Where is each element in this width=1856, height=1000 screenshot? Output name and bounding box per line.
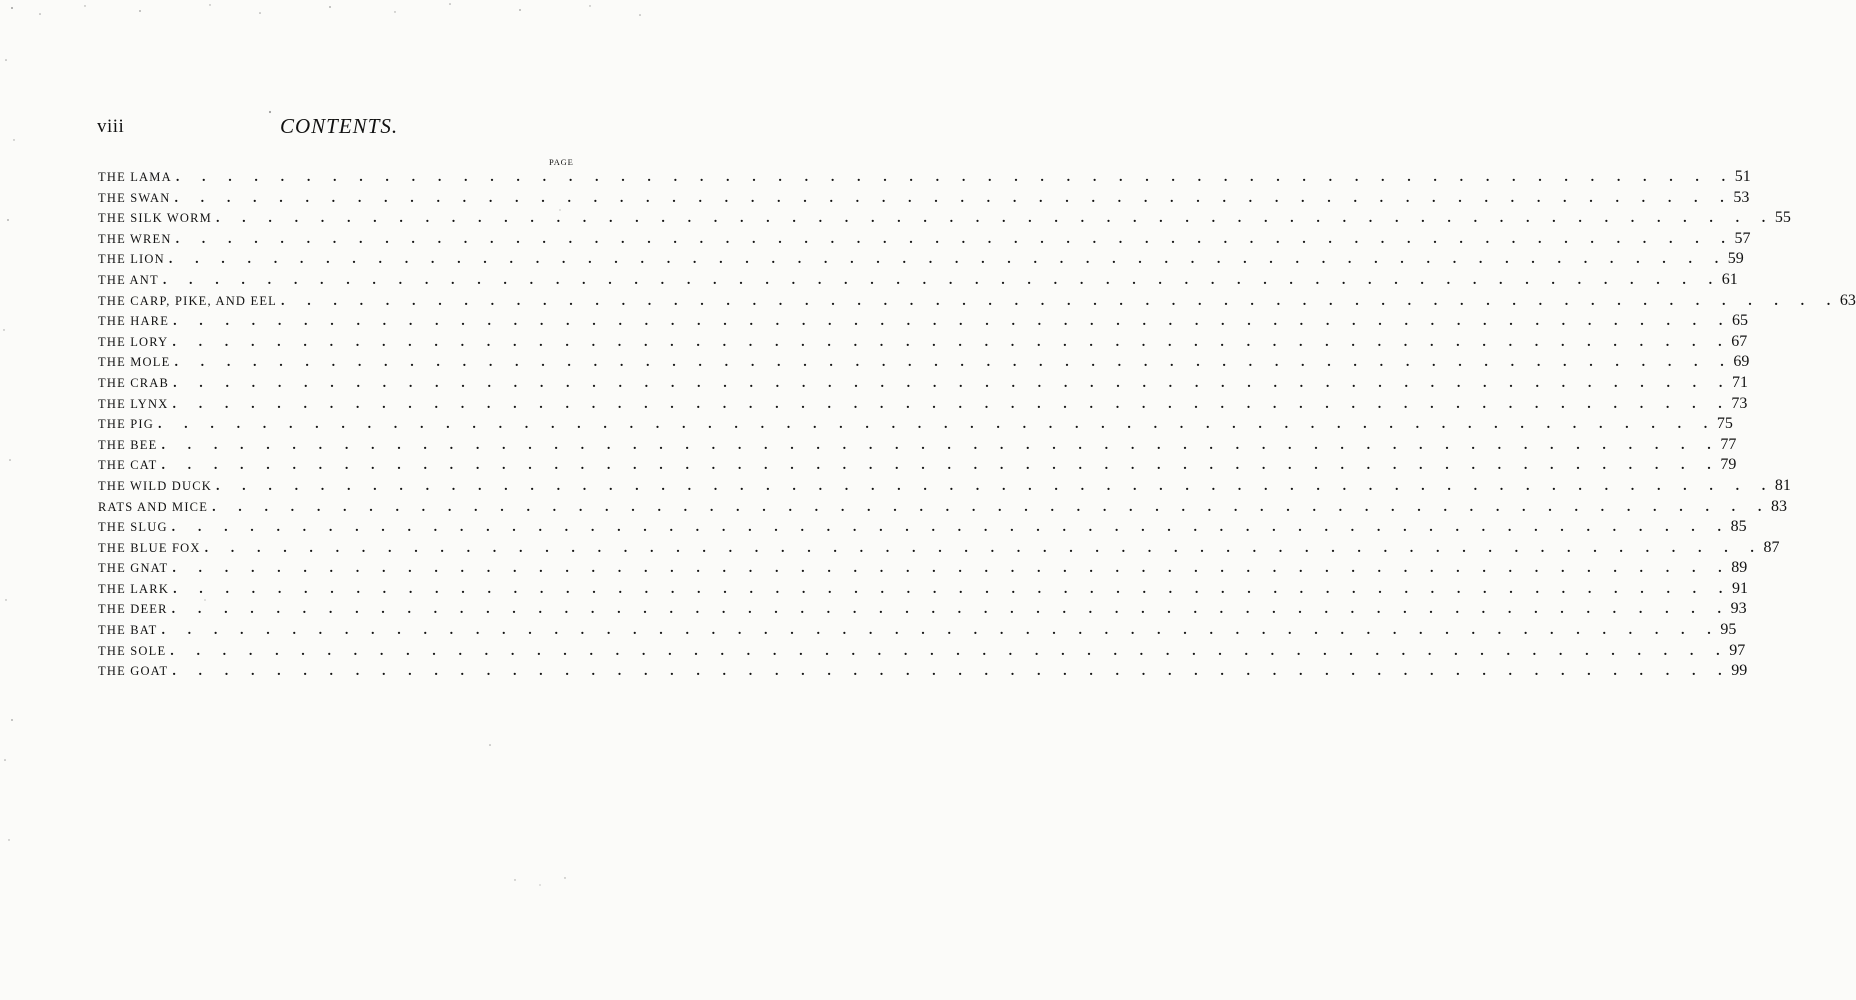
dot-leader: . . . . . . . . . . . . . . . . . . . . . . . . . . . . . . . . . . . . . . . . . . . . . . . . . . . . . . . . . . . . (173, 581, 1732, 597)
toc-entry-page: 95 (1720, 621, 1737, 639)
toc-entry-title: THE SLUG (98, 520, 168, 535)
toc-entry-page: 61 (1721, 270, 1738, 288)
toc-entry-page: 63 (1839, 291, 1856, 309)
toc-entry-title: THE LAMA (98, 170, 172, 184)
toc-entry (98, 291, 1856, 313)
toc-entry (98, 209, 1791, 230)
dot-leader: . . . . . . . . . . . . . . . . . . . . . . . . . . . . . . . . . . . . . . . . . . . . . . . . . . . . . . . . . . . . (212, 499, 1771, 515)
toc-entry-page: 53 (1733, 188, 1750, 206)
toc-entry-page: 91 (1731, 579, 1748, 597)
dot-leader: . . . . . . . . . . . . . . . . . . . . . . . . . . . . . . . . . . . . . . . . . . . . . . . . . . . . . . . . . . . . (172, 396, 1732, 412)
toc-entry-page: 57 (1734, 229, 1751, 247)
dot-leader: . . . . . . . . . . . . . . . . . . . . . . . . . . . . . . . . . . . . . . . . . . . . . . . . . . . . . . . . . . . . (172, 334, 1732, 350)
dot-leader: . . . . . . . . . . . . . . . . . . . . . . . . . . . . . . . . . . . . . . . . . . . . . . . . . . . . . . . . . . . . (173, 375, 1732, 391)
dot-leader: . . . . . . . . . . . . . . . . . . . . . . . . . . . . . . . . . . . . . . . . . . . . . . . . . . . . . . . . . . . . (161, 458, 1721, 474)
toc-entry (98, 641, 1746, 663)
toc-entry-page: 81 (1774, 476, 1791, 494)
dot-leader: . . . . . . . . . . . . . . . . . . . . . . . . . . . . . . . . . . . . . . . . . . . . . . . . . . . . . . . . . . . . (174, 190, 1734, 206)
dot-leader: . . . . . . . . . . . . . . . . . . . . . . . . . . . . . . . . . . . . . . . . . . . . . . . . . . . . . . . . . . . . (204, 540, 1764, 556)
toc-entry (98, 332, 1748, 354)
toc-entry-title: THE GOAT (98, 664, 169, 679)
toc-entry (98, 497, 1787, 519)
dot-leader: . . . . . . . . . . . . . . . . . . . . . . . . . . . . . . . . . . . . . . . . . . . . . . . . . . . . . . . . . . . . (175, 170, 1735, 185)
toc-entry-title: THE SILK WORM (98, 211, 212, 226)
toc-entry-page: 77 (1720, 435, 1737, 453)
toc-entry (98, 621, 1737, 642)
toc-entry (98, 579, 1748, 601)
toc-entry-page: 67 (1731, 332, 1748, 350)
toc-entry-title: THE DEER (98, 602, 168, 617)
toc-entry-title: THE BAT (98, 623, 158, 638)
toc-entry-title: THE CARP, PIKE, AND EEL (98, 293, 277, 308)
dot-leader: . . . . . . . . . . . . . . . . . . . . . . . . . . . . . . . . . . . . . . . . . . . . . . . . . . . . . . . . . . . . (172, 561, 1732, 577)
dot-leader: . . . . . . . . . . . . . . . . . . . . . . . . . . . . . . . . . . . . . . . . . . . . . . . . . . . . . . . . . . . . (171, 602, 1731, 618)
toc-entry-page: 93 (1730, 600, 1747, 618)
toc-entry-page: 83 (1770, 497, 1787, 515)
dot-leader: . . . . . . . . . . . . . . . . . . . . . . . . . . . . . . . . . . . . . . . . . . . . . . . . . . . . . . . . . . . . (170, 643, 1730, 659)
toc-entry-page: 73 (1731, 394, 1748, 412)
toc-entry (98, 538, 1780, 560)
dot-leader: . . . . . . . . . . . . . . . . . . . . . . . . . . . . . . . . . . . . . . . . . . . . . . . . . . . . . . . . . . . . (173, 314, 1732, 330)
toc-entry-title: RATS AND MICE (98, 499, 209, 514)
dot-leader: . . . . . . . . . . . . . . . . . . . . . . . . . . . . . . . . . . . . . . . . . . . . . . . . . . . . . . . . . . . . (174, 355, 1734, 371)
page-column-label: PAGE (549, 157, 574, 167)
toc-entry-title: THE LION (98, 252, 165, 267)
toc-entry-page: 69 (1733, 353, 1750, 371)
toc-entry-title: THE PIG (98, 417, 154, 432)
running-head: CONTENTS. (280, 114, 399, 138)
toc-entry-page: 59 (1727, 250, 1744, 268)
toc-entry-title: THE CRAB (98, 375, 170, 390)
toc-entry (98, 559, 1748, 580)
toc-entry-title: THE GNAT (98, 561, 169, 576)
dot-leader: . . . . . . . . . . . . . . . . . . . . . . . . . . . . . . . . . . . . . . . . . . . . . . . . . . . . . . . . . . . . (172, 664, 1732, 680)
toc-entry (98, 168, 1751, 189)
toc-entry (98, 188, 1750, 210)
toc-entry (98, 415, 1733, 436)
toc-entry (98, 662, 1748, 683)
dot-leader: . . . . . . . . . . . . . . . . . . . . . . . . . . . . . . . . . . . . . . . . . . . . . . . . . . . . . . . . . . . . (161, 437, 1721, 453)
toc-entry-page: 89 (1731, 559, 1748, 577)
toc-entry-title: THE LYNX (98, 396, 169, 411)
toc-entry (98, 476, 1791, 498)
dot-leader: . . . . . . . . . . . . . . . . . . . . . . . . . . . . . . . . . . . . . . . . . . . . . . . . . . . . . . . . . . . . (162, 272, 1722, 288)
toc-entry (98, 435, 1737, 457)
toc-entry (98, 456, 1737, 477)
toc-entry-page: 99 (1731, 662, 1748, 680)
toc-entry-page: 65 (1731, 312, 1748, 330)
toc-entry (98, 394, 1748, 416)
toc-entry-page: 71 (1731, 373, 1748, 391)
dot-leader: . . . . . . . . . . . . . . . . . . . . . . . . . . . . . . . . . . . . . . . . . . . . . . . . . . . . . . . . . . . . (157, 417, 1717, 433)
toc-entry-page: 97 (1729, 641, 1746, 659)
toc-entry-title: THE LORY (98, 334, 169, 349)
toc-entry-page: 79 (1720, 456, 1737, 474)
toc-entry-title: THE BEE (98, 437, 158, 452)
toc-entry-title: THE WILD DUCK (98, 478, 212, 493)
toc-entry (98, 353, 1750, 374)
toc-entry-title: THE ANT (98, 272, 159, 287)
toc-entry-title: THE CAT (98, 458, 158, 473)
toc-entry-title: THE MOLE (98, 355, 171, 370)
toc-entry (98, 312, 1748, 333)
table-of-contents (98, 168, 1856, 683)
page-number: viii (97, 116, 125, 137)
dot-leader: . . . . . . . . . . . . . . . . . . . . . . . . . . . . . . . . . . . . . . . . . . . . . . . . . . . . . . . . . . . . (281, 293, 1840, 309)
toc-entry-page: 75 (1716, 415, 1733, 433)
toc-entry-page: 85 (1730, 518, 1747, 536)
dot-leader: . . . . . . . . . . . . . . . . . . . . . . . . . . . . . . . . . . . . . . . . . . . . . . . . . . . . . . . . . . . . (168, 252, 1728, 268)
toc-entry-page: 55 (1774, 209, 1791, 227)
toc-entry-title: THE SOLE (98, 643, 167, 658)
toc-entry-page: 87 (1763, 538, 1780, 556)
toc-entry (98, 518, 1747, 539)
toc-entry (98, 373, 1748, 395)
toc-entry-title: THE WREN (98, 231, 172, 246)
dot-leader: . . . . . . . . . . . . . . . . . . . . . . . . . . . . . . . . . . . . . . . . . . . . . . . . . . . . . . . . . . . . (175, 231, 1735, 247)
toc-entry-title: THE LARK (98, 581, 170, 596)
dot-leader: . . . . . . . . . . . . . . . . . . . . . . . . . . . . . . . . . . . . . . . . . . . . . . . . . . . . . . . . . . . . (215, 478, 1775, 494)
dot-leader: . . . . . . . . . . . . . . . . . . . . . . . . . . . . . . . . . . . . . . . . . . . . . . . . . . . . . . . . . . . . (161, 623, 1721, 639)
toc-entry (98, 600, 1747, 621)
dot-leader: . . . . . . . . . . . . . . . . . . . . . . . . . . . . . . . . . . . . . . . . . . . . . . . . . . . . . . . . . . . . (171, 520, 1731, 536)
toc-entry-title: THE SWAN (98, 190, 171, 205)
toc-entry (98, 250, 1744, 271)
toc-entry-title: THE HARE (98, 314, 170, 329)
dot-leader: . . . . . . . . . . . . . . . . . . . . . . . . . . . . . . . . . . . . . . . . . . . . . . . . . . . . . . . . . . . . (215, 211, 1775, 227)
toc-entry (98, 270, 1738, 292)
toc-entry (98, 229, 1751, 251)
toc-entry-page: 51 (1734, 168, 1751, 185)
toc-entry-title: THE BLUE FOX (98, 540, 201, 555)
